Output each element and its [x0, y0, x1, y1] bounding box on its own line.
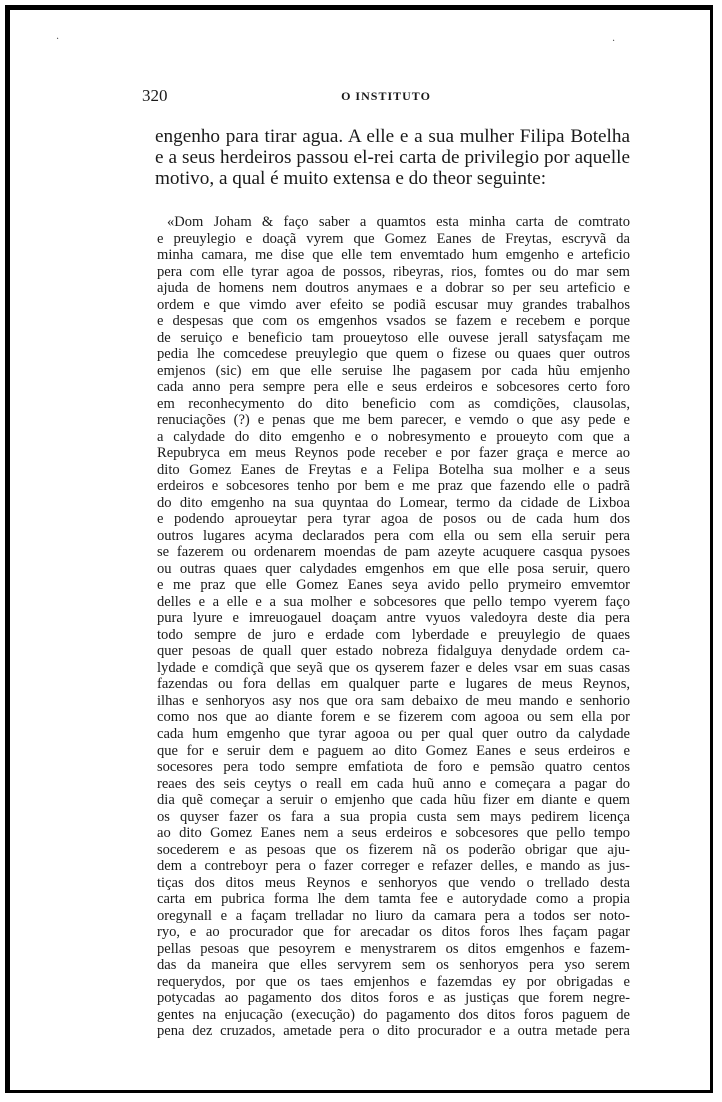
- charter-line: lydade e comdiçã que seyã que os qyserem fazer e deles vsar em suas casas: [157, 659, 630, 676]
- charter-line: tiças dos ditos meus Reynos e senhoryos que vendo o trellado desta: [157, 874, 630, 891]
- charter-line: requerydos, por que os taes emjenhos e fazemdas ey por obrigadas e: [157, 973, 630, 990]
- charter-line: ao dito Gomez Eanes nem a seus erdeiros e sobcesores que pello tempo: [157, 825, 630, 842]
- charter-line: cada hum emgenho que tyrar agooa ou per qual quer outro da calydade: [157, 725, 630, 742]
- charter-line: Repubryca em meus Reynos pode receber e por fazer graça e merce ao: [157, 445, 630, 462]
- intro-line: motivo, a qual é muito extensa e do theor seguinte:: [155, 168, 547, 189]
- scan-speck: ·: [612, 36, 616, 47]
- charter-line: em reconhecymento do dito beneficio com as comdições, clausolas,: [157, 395, 630, 412]
- charter-line: os quyser fazer os fara a sua propia custa sem mays pedirem licença: [157, 808, 630, 825]
- charter-line: pedia lhe comcedese preuylegio que quem o fizese ou quaes quer outros: [157, 346, 630, 363]
- page-header: [142, 86, 630, 108]
- charter-line: ordem e que vimdo aver efeito se podiã escusar muy grandes trabalhos: [157, 296, 630, 313]
- charter-line: e preuylegio e doaçã vyrem que Gomez Eanes de Freytas, escryvã da: [157, 230, 630, 247]
- charter-line: potycadas ao pagamento dos ditos foros e as justiças que forem negre-: [157, 990, 630, 1007]
- charter-line: fazendas ou fora dellas em qualquer parte e lugares de meus Reynos,: [157, 676, 630, 693]
- charter-line: erdeiros e sobcesores tenho por bem e me praz que fazendo elle o padrã: [157, 478, 630, 495]
- charter-line: pura lyure e imreuogauel doaçam antre vyuos valedoyra deste dia pera: [157, 610, 630, 627]
- charter-line: ajuda de homens nem doutros anymaes e a dobrar so per seu arteficio e: [157, 280, 630, 297]
- charter-line: pera com elle tyrar agoa de possos, ribeyras, rios, fomtes ou do mar sem: [157, 263, 630, 280]
- charter-line: e me praz que elle Gomez Eanes seya avido pello prymeiro emvemtor: [157, 577, 630, 594]
- charter-line: dito Gomez Eanes de Freytas e a Felipa Botelha sua molher e a seus: [157, 461, 630, 478]
- charter-line: ryo, e ao procurador que for arecadar os ditos foros lhes façam pagar: [157, 924, 630, 941]
- charter-line: outros lugares acyma declarados pera com ella ou sem ella seruir pera: [157, 527, 630, 544]
- intro-line: engenho para tirar agua. A elle e a sua mulher Filipa Botelha: [155, 126, 630, 147]
- charter-text: [157, 214, 630, 1040]
- charter-line: todo sempre de juro e erdade com lyberdade e preuylegio de quaes: [157, 626, 630, 643]
- charter-line: «Dom Joham & faço saber a quamtos esta minha carta de comtrato: [167, 214, 630, 230]
- charter-line: como nos que ao diante forem e se fizerem com agooa ou sem ella por: [157, 709, 630, 726]
- intro-paragraph: [155, 126, 630, 189]
- charter-line: e despesas que com os emgenhos vsados se fazem e recebem e porque: [157, 313, 630, 330]
- charter-line: renuciações (?) e penas que me bem parecer, e vemdo o que asy pede e: [157, 412, 630, 429]
- charter-line: que for e seruir dem e paguem ao dito Gomez Eanes e seus erdeiros e: [157, 742, 630, 759]
- charter-line: emjenos (sic) em que elle seruise lhe pagasem por cada hũu emjenho: [157, 362, 630, 379]
- charter-line: do dito emgenho na sua quyntaa do Lomear, termo da cidade de Lixboa: [157, 494, 630, 511]
- charter-line: carta em pubrica forma lhe dem tamta fee e autorydade como a propia: [157, 891, 630, 908]
- scan-speck: ·: [56, 34, 60, 45]
- charter-line: a calydade do dito emgenho e o nobresymento e proueyto com que a: [157, 428, 630, 445]
- intro-line: e a seus herdeiros passou el-rei carta de privilegio por aquelle: [155, 147, 630, 168]
- charter-line: pellas pesoas que pesoyrem e menystrarem os ditos emgenhos e fazem-: [157, 940, 630, 957]
- charter-line: delles e a elle e a sua molher e sobcesores que pello tempo vyerem faço: [157, 593, 630, 610]
- charter-line: oregynall e a façam trelladar no liuro da camara pera a todos ser noto-: [157, 907, 630, 924]
- charter-line: minha camara, me dise que elle tem envemtado hum emgenho e arteficio: [157, 247, 630, 264]
- charter-line: reaes des seis ceytys o reall em cada huũ anno e começara a pagar do: [157, 775, 630, 792]
- charter-line: quer pesoas de quall quer estado nobreza fidalguya denydade ordem ca-: [157, 643, 630, 660]
- charter-line: dem a contreboyr pera o fazer correger e refazer delles, e mando as jus-: [157, 858, 630, 875]
- charter-line: ilhas e senhoryos asy nos que ora sam debaixo de meu mando e senhorio: [157, 692, 630, 709]
- page-number: 320: [142, 86, 168, 105]
- charter-line: cada anno pera sempre pera elle e seus erdeiros e sobcesores certo foro: [157, 379, 630, 396]
- running-title: O INSTITUTO: [341, 89, 431, 103]
- charter-line: dia quẽ começar a seruir o emjenho que cada hũu fizer em diante e quem: [157, 792, 630, 809]
- charter-line: pena dez cruzados, ametade pera o dito procurador e a outra metade pera: [157, 1023, 630, 1040]
- charter-line: de seruiço e beneficio tam proueytoso elle ouvese jerall satysfaçam me: [157, 329, 630, 346]
- charter-line: se fazerem ou ordenarem moendas de pam azeyte acuquere casqua pysoes: [157, 544, 630, 561]
- charter-line: ou outras quaes quer calydades emgenhos em que elle posa seruir, quero: [157, 560, 630, 577]
- charter-line: das da maneira que elles servyrem sem os senhoryos pera yso serem: [157, 957, 630, 974]
- charter-line: socesores pera todo sempre emfatiota de foro e pemsão quatro centos: [157, 759, 630, 776]
- charter-line: socederem e as pesoas que os fizerem nã os poderão obrigar que aju-: [157, 841, 630, 858]
- charter-line: gentes na enjucação (execução) do pagamento dos ditos foros paguem de: [157, 1006, 630, 1023]
- charter-line: e podendo aproueytar pera tyrar agoa de posos ou de cada hum dos: [157, 511, 630, 528]
